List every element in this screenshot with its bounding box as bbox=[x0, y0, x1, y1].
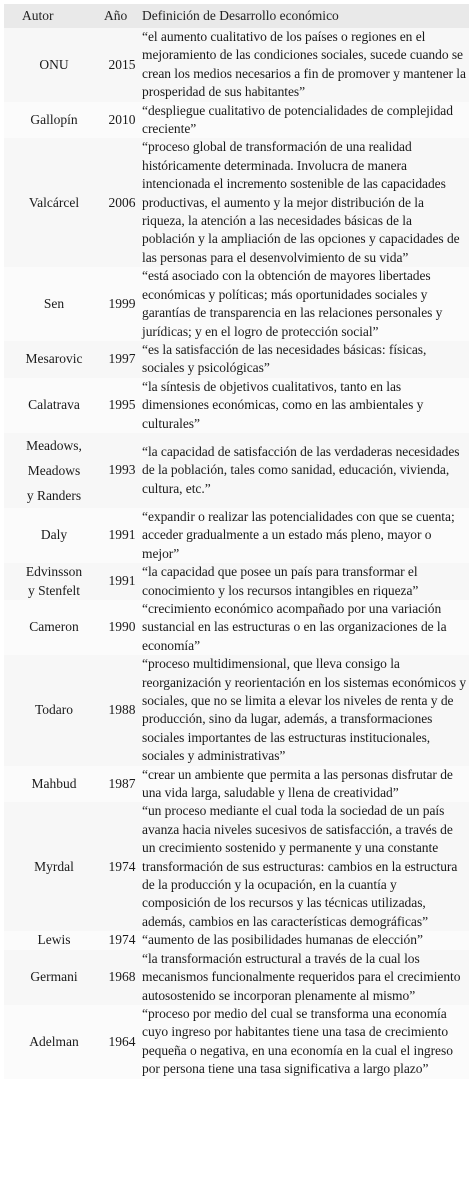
row-autor-line: Edvinsson bbox=[25, 564, 83, 580]
row-anio: 1974 bbox=[108, 858, 136, 874]
table-row bbox=[4, 655, 469, 765]
row-autor bbox=[4, 433, 104, 508]
table-row bbox=[4, 931, 469, 949]
table-row bbox=[4, 138, 469, 267]
table-row bbox=[4, 378, 469, 433]
row-anio: 1999 bbox=[108, 295, 136, 311]
header-definicion: Definición de Desarrollo económico bbox=[140, 4, 469, 28]
row-autor: Calatrava bbox=[28, 397, 80, 413]
row-autor: Daly bbox=[40, 527, 68, 543]
table-row bbox=[4, 766, 469, 803]
row-anio: 1988 bbox=[108, 702, 136, 718]
row-autor-line: Meadows, bbox=[26, 437, 82, 453]
row-definicion: “proceso global de transformación de una realidad históricamente determinada. Involucra de manera intencionada el incremento sostenible de las capacidades productivas, el aumento y la mejor distribución de la riqueza, la atención a las necesidades básicas de la población y la ampliación de las opciones y capacidades de las personas para el desenvolvimiento de su vida” bbox=[142, 139, 460, 265]
header-autor: Autor bbox=[4, 4, 104, 28]
table-header bbox=[4, 4, 469, 28]
row-definicion: “aumento de las posibilidades humanas de elección” bbox=[142, 932, 423, 948]
row-autor: Todaro bbox=[34, 702, 74, 718]
table-row bbox=[4, 600, 469, 655]
row-anio: 1974 bbox=[108, 932, 136, 948]
row-autor: Mahbud bbox=[31, 775, 77, 791]
row-definicion: “la síntesis de objetivos cualitativos, tanto en las dimensiones económicas, como en las ambientales y culturales” bbox=[142, 378, 424, 431]
table-row bbox=[4, 802, 469, 931]
table-row bbox=[4, 102, 469, 139]
row-definicion: “es la satisfacción de las necesidades básicas: físicas, sociales y psicológicas” bbox=[142, 341, 427, 376]
row-definicion: “un proceso mediante el cual toda la sociedad de un país avanza hacia niveles sucesivos de satisfacción, a través de un crecimiento sostenido y permanente y una constante transformación de sus estructuras: cambios en la estructura de la producción y la ocupación, en la cuantía y composición de los recursos y las técnicas utilizadas, además, cambios en las características demográficas” bbox=[142, 803, 458, 929]
row-autor: Gallopín bbox=[30, 111, 78, 127]
table-row bbox=[4, 950, 469, 1005]
row-autor: Cameron bbox=[29, 619, 79, 635]
row-definicion: “está asociado con la obtención de mayores libertades económicas y políticas; más oportunidades sociales y garantías de transparencia en las relaciones personales y jurídicas; y en el logro de protección social” bbox=[142, 268, 443, 339]
row-anio: 2006 bbox=[108, 194, 136, 210]
table-row bbox=[4, 28, 469, 102]
row-anio: 1964 bbox=[108, 1033, 136, 1049]
row-autor: Valcárcel bbox=[28, 194, 80, 210]
row-definicion: “la capacidad de satisfacción de las verdaderas necesidades de la población, tales como sanidad, educación, vivienda, cultura, etc.” bbox=[142, 443, 460, 496]
row-autor: Adelman bbox=[29, 1033, 79, 1049]
header-anio: Año bbox=[104, 4, 140, 28]
table-row bbox=[4, 267, 469, 341]
row-anio: 1997 bbox=[108, 351, 136, 367]
header-row bbox=[4, 4, 469, 28]
row-anio: 1991 bbox=[108, 573, 136, 589]
row-definicion: “el aumento cualitativo de los países o regiones en el mejoramiento de las condiciones sociales, sucede cuando se crean los medios necesarios a fin de promover y mantener la prosperidad de sus habitantes” bbox=[142, 29, 466, 100]
row-definicion: “crecimiento económico acompañado por una variación sustancial en las estructuras o en las organizaciones de la economía” bbox=[142, 600, 447, 653]
row-autor: Lewis bbox=[37, 932, 71, 948]
row-definicion: “despliegue cualitativo de potencialidades de complejidad creciente” bbox=[142, 102, 453, 137]
row-anio: 1993 bbox=[108, 462, 136, 478]
row-definicion: “expandir o realizar las potencialidades con que se cuenta; acceder gradualmente a un estado más pleno, mayor o mejor” bbox=[142, 508, 455, 561]
row-autor: Mesarovic bbox=[25, 351, 83, 367]
row-anio: 1968 bbox=[108, 969, 136, 985]
table-row bbox=[4, 341, 469, 378]
row-anio: 2015 bbox=[108, 56, 136, 72]
row-autor: Sen bbox=[43, 295, 65, 311]
row-autor-line: y Randers bbox=[26, 487, 82, 503]
row-anio: 1990 bbox=[108, 619, 136, 635]
table-row bbox=[4, 508, 469, 563]
row-anio: 1995 bbox=[108, 397, 136, 413]
row-definicion: “proceso multidimensional, que lleva consigo la reorganización y reorientación en los sistemas económicos y sociales, que no se limita a elevar los niveles de renta y de producción, sino da lugar, además, a transformaciones sociales importantes de las estructuras institucionales, sociales y administrativas” bbox=[142, 656, 467, 764]
row-definicion: “crear un ambiente que permita a las personas disfrutar de una vida larga, saludable y llena de creatividad” bbox=[142, 766, 453, 801]
table-row bbox=[4, 1005, 469, 1079]
row-anio: 1991 bbox=[108, 527, 136, 543]
table-row bbox=[4, 433, 469, 508]
definitions-table-container bbox=[4, 0, 471, 1079]
row-autor-line: y Stenfelt bbox=[27, 582, 81, 598]
row-autor: Germani bbox=[30, 969, 78, 985]
table-row bbox=[4, 563, 469, 600]
row-definicion: “la transformación estructural a través de la cual los mecanismos funcionalmente requeridos para el crecimiento autosostenido se incorporan plenamente al mismo” bbox=[142, 950, 461, 1003]
table-body bbox=[4, 28, 469, 1079]
row-autor-line: Meadows bbox=[27, 462, 81, 478]
row-anio: 2010 bbox=[108, 111, 136, 127]
row-autor: Myrdal bbox=[34, 858, 74, 874]
row-definicion: “proceso por medio del cual se transforma una economía cuyo ingreso por habitantes tiene una tasa de crecimiento pequeña o negativa, en una economía en la cual el ingreso por persona tiene una tasa significativa a largo plazo” bbox=[142, 1005, 453, 1077]
definitions-table bbox=[4, 4, 469, 1079]
row-autor: ONU bbox=[39, 56, 69, 72]
row-autor bbox=[4, 563, 104, 600]
row-definicion: “la capacidad que posee un país para transformar el conocimiento y los recursos intangibles en riqueza” bbox=[142, 564, 419, 598]
row-anio: 1987 bbox=[108, 775, 136, 791]
